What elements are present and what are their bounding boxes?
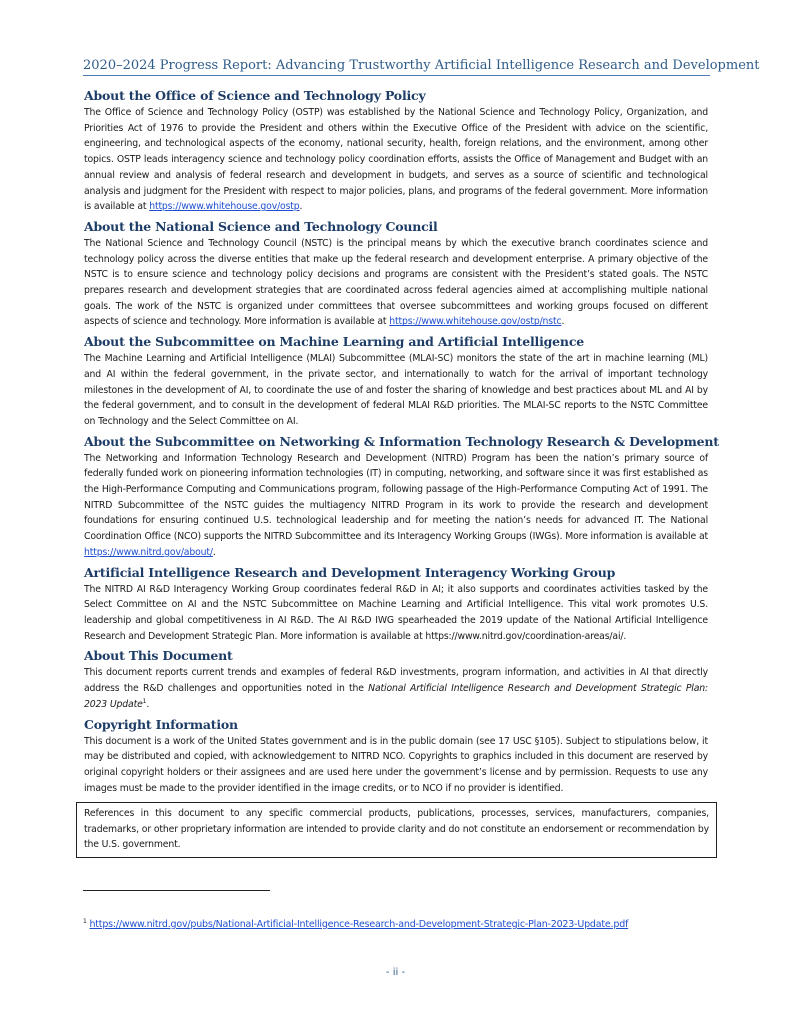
nitrd-link[interactable]: https://www.nitrd.gov/about/ xyxy=(84,546,213,558)
section-body-mlai: The Machine Learning and Artificial Intelligence (MLAI) Subcommittee (MLAI-SC) monitors the state of the art in machine learning (ML) and AI within the federal government, in the private sector, and internationally to watch for the arrival of important technology milestones in the development of AI, to coordinate the use of and foster the sharing of knowledge and best practices about ML and AI by the federal government, and to consult in the development of federal MLAI R&D priorities. The MLAI-SC reports to the NSTC Committee on Technology and the Select Committee on AI. xyxy=(84,353,708,427)
main-content xyxy=(84,87,719,799)
about-document-text: This document reports current trends and examples of federal R&D investments, program information, and activities in AI that directly address the R&D challenges and opportunities noted in the xyxy=(84,667,708,695)
disclaimer-box: References in this document to any specific commercial products, publications, processes, services, manufacturers, companies, trademarks, or other proprietary information are intended to provide clarity and do not constitute an endorsement or recommendation by the U.S. government. xyxy=(76,802,717,858)
footnote xyxy=(83,919,723,930)
section-ostp xyxy=(84,87,708,215)
section-body-nitrd xyxy=(84,451,708,561)
section-body-ostp xyxy=(84,105,708,215)
section-title-copyright: Copyright Information xyxy=(84,716,238,732)
ostp-end: . xyxy=(299,201,303,213)
nstc-end: . xyxy=(561,316,565,328)
section-copyright xyxy=(84,716,708,797)
section-about-document xyxy=(84,647,708,712)
section-mlai xyxy=(84,333,708,430)
ostp-text: The Office of Science and Technology Policy (OSTP) was established by the National Science and Technology Policy, Organization, and Priorities Act of 1976 to provide the President and others within the Executive Office of the President with advice on the scientific, engineering, and technological aspects of the economy, national security, health, foreign relations, and the environment, among other topics. OSTP leads interagency science and technology policy coordination efforts, assists the Office of Management and Budget with an annual review and analysis of federal research and development in budgets, and serves as a source of scientific and technological analysis and judgment for the President with respect to major policies, plans, and programs of the federal government. More information is available at xyxy=(84,107,708,213)
section-body-nstc xyxy=(84,236,708,330)
section-nstc xyxy=(84,218,708,330)
nitrd-end: . xyxy=(212,546,216,558)
section-title-nitrd: About the Subcommittee on Networking & Information Technology Research & Development xyxy=(84,433,719,449)
section-title-nstc: About the National Science and Technology Council xyxy=(84,218,438,234)
nitrd-text: The Networking and Information Technology Research and Development (NITRD) Program has been the nation’s primary source of federally funded work on pioneering information technologies (IT) in computing, networking, and software since it was first established as the High-Performance Computing and Communications program, following passage of the High-Performance Computing Act of 1991. The NITRD Subcommittee of the NSTC guides the multiagency NITRD Program in its work to provide the research and development foundations for ensuring continued U.S. technological leadership and for meeting the nation’s needs for advanced IT. The National Coordination Office (NCO) supports the NITRD Subcommittee and its Interagency Working Groups (IWGs). More information is available at xyxy=(84,452,708,543)
section-body-copyright: This document is a work of the United States government and is in the public domain (see 17 USC §105). Subject to stipulations below, it may be distributed and copied, with acknowledgement to NITRD NCO. Copyrights to graphics included in this document are reserved by original copyright holders or their assignees and are used here under the government’s license and by permission. Requests to use any images must be made to the provider identified in the image credits, or to NCO if no provider is identified. xyxy=(84,735,708,794)
strategic-plan-title: National Artificial Intelligence Research and Development Strategic Plan: 2023 Update xyxy=(84,683,708,710)
footnote-divider xyxy=(83,890,270,891)
about-document-end: . xyxy=(146,698,150,710)
section-title-about-document: About This Document xyxy=(84,648,233,664)
section-title-ai-rd-iwg: Artificial Intelligence Research and Development Interagency Working Group xyxy=(84,564,616,580)
footnote-number: 1 xyxy=(83,917,87,925)
section-ai-rd-iwg xyxy=(84,564,708,645)
section-title-mlai: About the Subcommittee on Machine Learning and Artificial Intelligence xyxy=(84,334,584,350)
section-nitrd xyxy=(84,433,719,561)
running-header: 2020–2024 Progress Report: Advancing Trustworthy Artificial Intelligence Research and Development xyxy=(83,58,710,76)
section-body-about-document xyxy=(84,665,708,712)
footnote-link[interactable]: https://www.nitrd.gov/pubs/National-Artificial-Intelligence-Research-and-Development-Strategic-Plan-2023-Update.pdf xyxy=(89,919,629,930)
nstc-link[interactable]: https://www.whitehouse.gov/ostp/nstc xyxy=(389,316,562,328)
section-body-ai-rd-iwg: The NITRD AI R&D Interagency Working Group coordinates federal R&D in AI; it also supports and coordinates activities tasked by the Select Committee on AI and the NSTC Subcommittee on Machine Learning and Artificial Intelligence. This vital work promotes U.S. leadership and global competitiveness in AI R&D. The AI R&D IWG spearheaded the 2019 update of the National Artificial Intelligence Research and Development Strategic Plan. More information is available at https://www.nitrd.gov/coordination-areas/ai/. xyxy=(84,583,708,642)
nstc-text: The National Science and Technology Council (NSTC) is the principal means by which the executive branch coordinates science and technology policy across the diverse entities that make up the federal research and development enterprise. A primary objective of the NSTC is to ensure science and technology policy decisions and programs are consistent with the President’s stated goals. The NSTC prepares research and development strategies that are coordinated across federal agencies aimed at accomplishing multiple national goals. The work of the NSTC is organized under committees that oversee subcommittees and working groups focused on different aspects of science and technology. More information is available at xyxy=(84,237,708,328)
page-number: - ii - xyxy=(385,967,406,978)
section-title-ostp: About the Office of Science and Technology Policy xyxy=(84,88,426,103)
footnote-reference[interactable]: 1 xyxy=(142,697,147,705)
ostp-link[interactable]: https://www.whitehouse.gov/ostp xyxy=(149,201,300,213)
